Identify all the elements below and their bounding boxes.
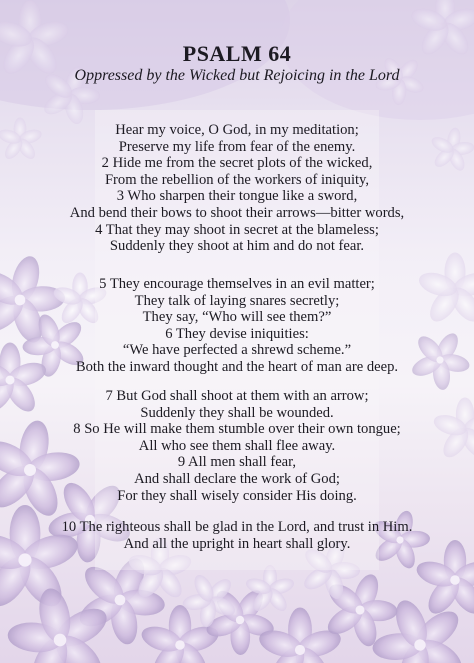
verse-line: They talk of laying snares secretly; <box>134 292 340 309</box>
stanza-2 <box>0 276 474 376</box>
verse-line: Suddenly they shall be wounded. <box>140 404 334 421</box>
verse-line: “We have perfected a shrewd scheme.” <box>122 342 352 359</box>
verse-line: 10 The righteous shall be glad in the Lord, and trust in Him. <box>61 519 413 535</box>
verse-line: 3 Who sharpen their tongue like a sword, <box>116 188 358 205</box>
stanza-4 <box>0 519 474 552</box>
verse-line: All who see them shall flee away. <box>138 437 336 454</box>
verse-line: 4 That they may shoot in secret at the blameless; <box>95 221 379 238</box>
verse-line: Suddenly they shoot at him and do not fear. <box>109 238 365 255</box>
verse-line: Hear my voice, O God, in my meditation; <box>115 122 359 138</box>
verse-line: 7 But God shall shoot at them with an arrow; <box>105 388 369 404</box>
stanza-3 <box>0 388 474 504</box>
verse-line: 8 So He will make them stumble over their own tongue; <box>73 421 401 438</box>
verse-line: They say, “Who will see them?” <box>142 309 332 326</box>
verse-line: Both the inward thought and the heart of man are deep. <box>75 358 399 375</box>
verse-line: 9 All men shall fear, <box>177 454 297 471</box>
verse-line: And shall declare the work of God; <box>134 470 340 487</box>
stanza-1 <box>0 122 474 255</box>
verse-line: 2 Hide me from the secret plots of the wicked, <box>101 155 373 172</box>
verse-line: 5 They encourage themselves in an evil matter; <box>99 276 375 292</box>
verse-line: 6 They devise iniquities: <box>165 325 309 342</box>
verse-line: And all the upright in heart shall glory. <box>123 535 351 552</box>
verse-line: From the rebellion of the workers of iniquity, <box>104 171 370 188</box>
verse-line: For they shall wisely consider His doing. <box>117 487 357 504</box>
verse-line: And bend their bows to shoot their arrows—bitter words, <box>69 204 405 221</box>
page-title: PSALM 64 <box>182 41 292 66</box>
verse-line: Preserve my life from fear of the enemy. <box>118 138 356 155</box>
page-subtitle: Oppressed by the Wicked but Rejoicing in the Lord <box>74 67 400 84</box>
